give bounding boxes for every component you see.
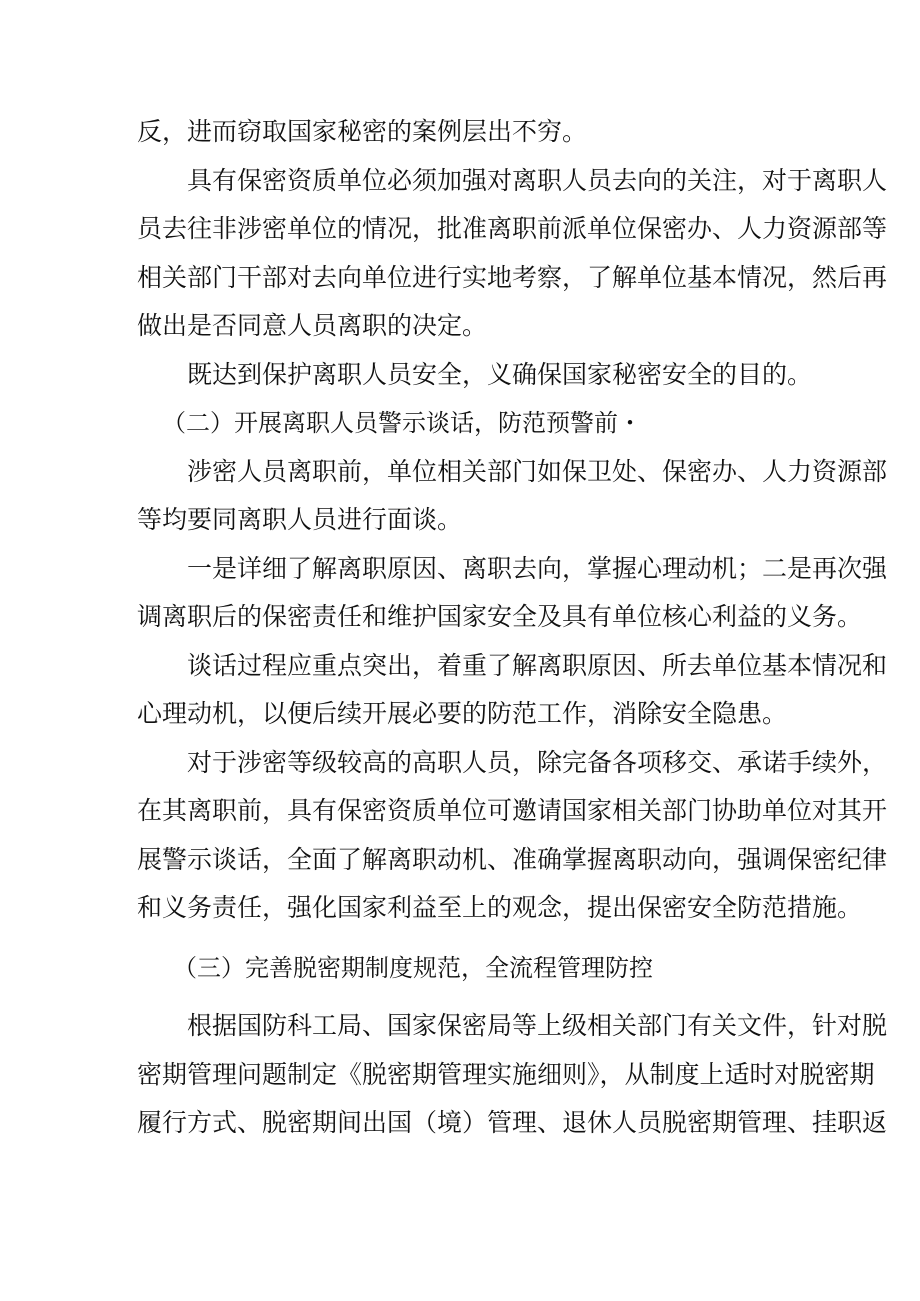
section-heading: （二）开展离职人员警示谈话，防范预警前・ [162, 409, 642, 437]
paragraph-first-line: 具有保密资质单位必须加强对离职人员去向的关注，对于离职人 [187, 166, 888, 195]
body-line: 展警示谈话，全面了解离职动机、准确掌握离职动向，强调保密纪律 [137, 845, 888, 874]
body-line: 和义务责任，强化国家利益至上的观念，提出保密安全防范措施。 [137, 893, 863, 922]
paragraph-first-line: 既达到保护离职人员安全，义确保国家秘密安全的目的。 [187, 360, 813, 389]
body-line: 在其离职前，具有保密资质单位可邀请国家相关部门协助单位对其开 [137, 796, 888, 825]
paragraph-first-line: 根据国防科工局、国家保密局等上级相关部门有关文件，针对脱 [187, 1011, 888, 1040]
body-line: 员去往非涉密单位的情况，批准离职前派单位保密办、人力资源部等 [137, 214, 888, 243]
body-line: 调离职后的保密责任和维护国家安全及具有单位核心利益的义务。 [137, 602, 863, 631]
body-line: 等均要同离职人员进行面谈。 [137, 505, 463, 534]
body-line: 履行方式、脱密期间出国（境）管理、退休人员脱密期管理、挂职返 [137, 1108, 888, 1137]
paragraph-first-line: 对于涉密等级较高的高职人员，除完备各项移交、承诺手续外， [187, 748, 888, 777]
paragraph-first-line: 谈话过程应重点突出，着重了解离职原因、所去单位基本情况和 [187, 651, 888, 680]
body-line: 心理动机，以便后续开展必要的防范工作，消除安全隐患。 [137, 699, 788, 728]
body-line: 相关部门干部对去向单位进行实地考察，了解单位基本情况，然后再 [137, 263, 888, 292]
paragraph-first-line: 一是详细了解离职原因、离职去向，掌握心理动机；二是再次强 [187, 554, 888, 583]
body-line: 密期管理问题制定《脱密期管理实施细则》，从制度上适时对脱密期 [137, 1060, 875, 1089]
paragraph-first-line: 涉密人员离职前，单位相关部门如保卫处、保密办、人力资源部 [187, 457, 888, 486]
section-heading: （三）完善脱密期制度规范，全流程管理防控 [173, 954, 653, 982]
body-line: 做出是否同意人员离职的决定。 [137, 311, 488, 340]
body-line: 反，进而窃取国家秘密的案例层出不穷。 [137, 117, 588, 146]
